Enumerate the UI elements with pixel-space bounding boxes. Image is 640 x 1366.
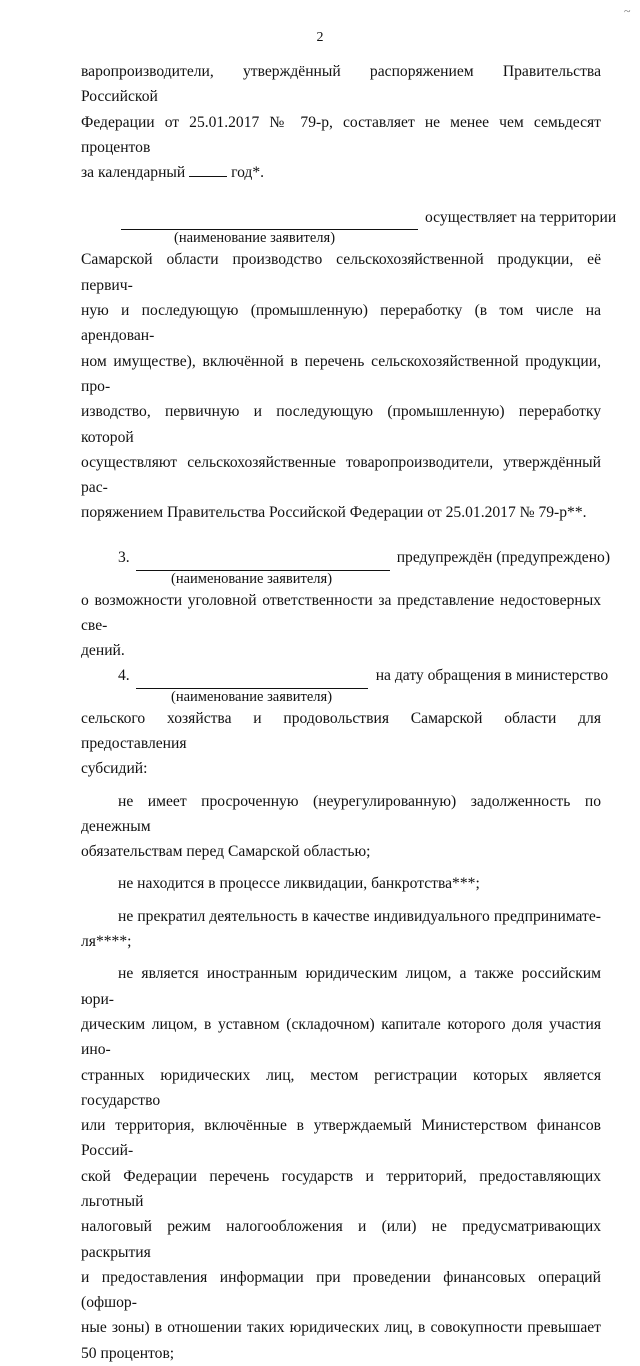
section-4-line: субсидий:: [81, 760, 148, 778]
section-4-line: сельского хозяйства и продовольствия Самарской области для предоставления: [81, 709, 601, 752]
section-3-line: дений.: [81, 642, 125, 660]
list-item-line: ской Федерации перечень государств и территорий, предоставляющих льготный: [81, 1167, 601, 1210]
list-item-line: ля****;: [81, 933, 132, 951]
list-item-line: странных юридических лиц, местом регистрации которых является государство: [81, 1066, 601, 1109]
applicant-name-blank: [121, 212, 418, 230]
p1-line: варопроизводители, утверждённый распоряжением Правительства Российской: [81, 63, 601, 106]
section-2-line: поряжением Правительства Российской Федерации от 25.01.2017 № 79-р**.: [81, 504, 587, 522]
list-item-line: обязательствам перед Самарской областью;: [81, 843, 371, 861]
section-2-line: осуществляют сельскохозяйственные товаропроизводители, утверждённый рас-: [81, 453, 601, 497]
corner-mark: ~: [624, 4, 631, 18]
p1-line: Федерации от 25.01.2017 № 79-р, составляет не менее чем семьдесят процентов: [81, 113, 601, 156]
section-2-lines: [81, 247, 601, 525]
section-2-line: изводство, первичную и последующую (промышленную) переработку которой: [81, 403, 601, 446]
document-body: [81, 59, 617, 1366]
p1-line3-before: за календарный: [81, 164, 186, 182]
list-item-line: не прекратил деятельность в качестве индивидуального предпринимате-: [118, 907, 601, 925]
list-item-line: ные зоны) в отношении таких юридических лиц, в совокупности превышает: [81, 1319, 601, 1337]
section-3-after: предупреждён (предупреждено): [396, 549, 611, 567]
list-item-line: или территория, включённые в утверждаемый Министерством финансов Россий-: [81, 1117, 601, 1160]
list-item: [81, 961, 601, 1366]
section-4-fill-line: [81, 664, 609, 689]
section-2-fill-line: [81, 205, 617, 230]
section-3-number: 3.: [118, 549, 130, 567]
section-4-number: 4.: [118, 667, 130, 685]
list-item: [81, 904, 601, 955]
applicant-name-blank: [136, 671, 368, 689]
applicant-caption: (наименование заявителя): [174, 230, 336, 247]
section-2-line: ную и последующую (промышленную) переработку (в том числе на арендован-: [81, 302, 601, 345]
section-2-line: ном имуществе), включённой в перечень сельскохозяйственной продукции, про-: [81, 352, 601, 395]
section-2-line: Самарской области производство сельскохозяйственной продукции, её первич-: [81, 251, 601, 294]
section-2-after: осуществляет на территории: [425, 209, 617, 227]
list-item-line: не находится в процессе ликвидации, банкротства***;: [118, 875, 480, 893]
list-item: [81, 871, 601, 896]
list-item-line: дическим лицом, в уставном (складочном) капитале которого доля участия ино-: [81, 1015, 601, 1059]
list-item-line: 50 процентов;: [81, 1344, 175, 1362]
p1-line3-after: год*.: [231, 164, 265, 182]
section-3-line: о возможности уголовной ответственности за представление недостоверных све-: [81, 591, 601, 635]
applicant-name-blank: [136, 553, 390, 571]
list-item-line: не является иностранным юридическим лицом, а также российским юри-: [81, 965, 601, 1008]
list-item: [81, 789, 601, 865]
list-item-line: налоговый режим налогообложения и (или) не предусматривающих раскрытия: [81, 1218, 601, 1261]
section-3-fill-line: [81, 546, 611, 571]
list-item-line: не имеет просроченную (неурегулированную) задолженность по денежным: [81, 792, 601, 835]
section-4-after: на дату обращения в министерство: [375, 667, 609, 685]
list-item-line: и предоставления информации при проведении финансовых операций (офшор-: [81, 1268, 601, 1312]
year-blank: [189, 164, 227, 177]
applicant-caption: (наименование заявителя): [171, 570, 333, 587]
page-number: 2: [316, 30, 324, 45]
p1-line-3: [81, 160, 601, 185]
applicant-caption: (наименование заявителя): [171, 688, 333, 705]
